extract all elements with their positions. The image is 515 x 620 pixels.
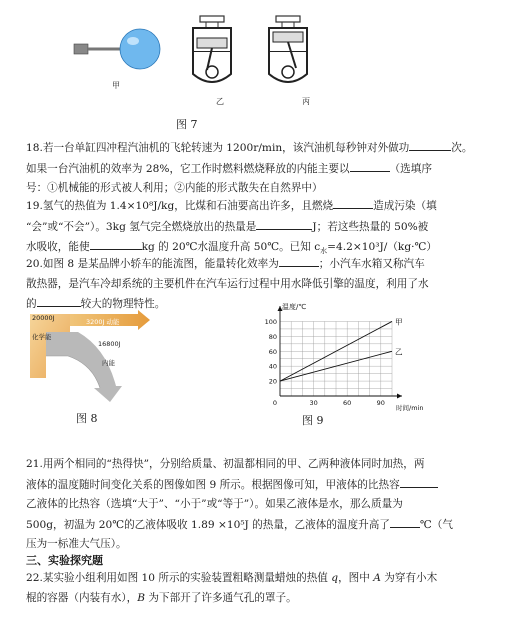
fig8-useful-label: 3200J 动能	[86, 318, 120, 326]
figure-7	[60, 6, 340, 114]
question-22	[26, 569, 504, 608]
series-label-yi: 乙	[395, 347, 403, 357]
origin-label: 0	[272, 399, 277, 407]
series-label-jia: 甲	[395, 317, 403, 327]
question-18	[26, 138, 504, 199]
y-tick-label: 100	[264, 317, 277, 326]
fig8-input-label: 20000J	[32, 314, 55, 322]
question-19	[26, 196, 504, 262]
q20-line-3: 的 较大的物理特性。	[26, 294, 504, 315]
figure-8-caption: 图 8	[76, 412, 98, 425]
q21-line-5: 压为一标准大气压）。	[26, 538, 127, 550]
q21-blank-2[interactable]	[390, 515, 420, 528]
fig7-jia-apparatus	[74, 29, 160, 69]
figure-9	[258, 300, 424, 418]
q21-line-1: 21.用两个相同的“热得快”，分别给质量、初温都相同的甲、乙两种液体同时加热，两	[26, 458, 425, 470]
q19-line-3: 水吸收，能使 kg 的 20℃水温度升高 50℃。已知 $c_水=4.2\times 10^3J/(kg\cdot℃)$	[26, 237, 504, 262]
q22-line-1: 22.某实验小组利用如图 10 所示的实验装置粗略测量蜡烛的热值 q，图中 A 为穿有小木	[26, 572, 438, 584]
q19-line-1: 19.氢气的热值为 1.4×10⁸J/kg，比煤和石油要高出许多，且燃烧 造成污染（填	[26, 196, 504, 217]
figure-7-caption: 图 7	[176, 118, 198, 131]
y-axis-label: 温度/℃	[282, 303, 307, 311]
question-21	[26, 455, 504, 555]
q20-line-2: 散热器，是汽车冷却系统的主要机件在汽车运行过程中用水降低引擎的温度，利用了水	[26, 277, 429, 290]
q18-blank-1[interactable]	[409, 138, 451, 151]
x-tick-label: 30	[309, 399, 318, 407]
q18-line-3: 号：①机械能的形式被人利用；②内能的形式散失在自然界中）	[26, 182, 323, 194]
q18-line-2: 如果一台汽油机的效率为 28%，它工作时燃料燃烧释放的内能主要以 （选填序	[26, 159, 504, 180]
figure-9-caption: 图 9	[302, 414, 324, 427]
x-tick-label: 60	[343, 399, 352, 407]
x-axis-arrow	[397, 394, 402, 399]
q20-blank-1[interactable]	[279, 254, 319, 267]
x-tick-label: 90	[376, 399, 385, 407]
figure-8	[18, 308, 168, 404]
q19-blank-3[interactable]	[90, 237, 142, 250]
x-axis-label: 时间/min	[396, 404, 424, 412]
fig7-label-yi: 乙	[216, 97, 224, 106]
section-heading: 三、实验探究题	[26, 554, 103, 567]
q20-line-1: 20.如图 8 是某品牌小轿车的能流图，能量转化效率为 ；小汽车水箱又称汽车	[26, 254, 504, 275]
fig7-yi-engine	[193, 16, 231, 82]
q19-line-2: “会”或“不会”）。3kg 氢气完全燃烧放出的热量是 J；若这些热量的 50%被	[26, 217, 504, 238]
fig7-label-jia: 甲	[112, 81, 120, 90]
fig8-loss-label: 内能	[102, 359, 115, 367]
fig8-source-label: 化学能	[32, 333, 52, 341]
temperature-time-chart	[258, 300, 424, 418]
q21-blank-1[interactable]	[400, 475, 438, 488]
q21-line-4: 500g，初温为 20℃的乙液体吸收 1.89 ×10⁵J 的热量，乙液体的温度升高了 ℃（气	[26, 515, 504, 536]
fig7-label-bing: 丙	[302, 97, 310, 106]
q21-line-2: 液体的温度随时间变化关系的图像如图 9 所示。根据图像可知，甲液体的比热容	[26, 475, 504, 496]
fig8-loss-value: 16800J	[98, 340, 121, 348]
figure-7-drawing	[60, 6, 340, 114]
q18-blank-2[interactable]	[350, 159, 390, 172]
y-tick-label: 80	[268, 332, 277, 341]
y-tick-label: 60	[268, 347, 277, 356]
q18-line-1: 18.若一台单缸四冲程汽油机的飞轮转速为 1200r/min，该汽油机每秒钟对外做功 次。	[26, 138, 504, 159]
q20-blank-2[interactable]	[37, 294, 81, 307]
y-tick-label: 20	[268, 377, 277, 386]
q19-blank-1[interactable]	[333, 196, 373, 209]
q22-line-2: 棍的容器（内装有水），B 为下部开了许多通气孔的罩子。	[26, 591, 297, 604]
y-tick-label: 40	[268, 362, 277, 371]
q19-blank-2[interactable]	[256, 217, 312, 230]
fig7-bing-engine	[269, 16, 307, 82]
q21-line-3: 乙液体的比热容（选填“大于”、“小于”或“等于”）。如果乙液体是水，那么质量为	[26, 498, 403, 510]
